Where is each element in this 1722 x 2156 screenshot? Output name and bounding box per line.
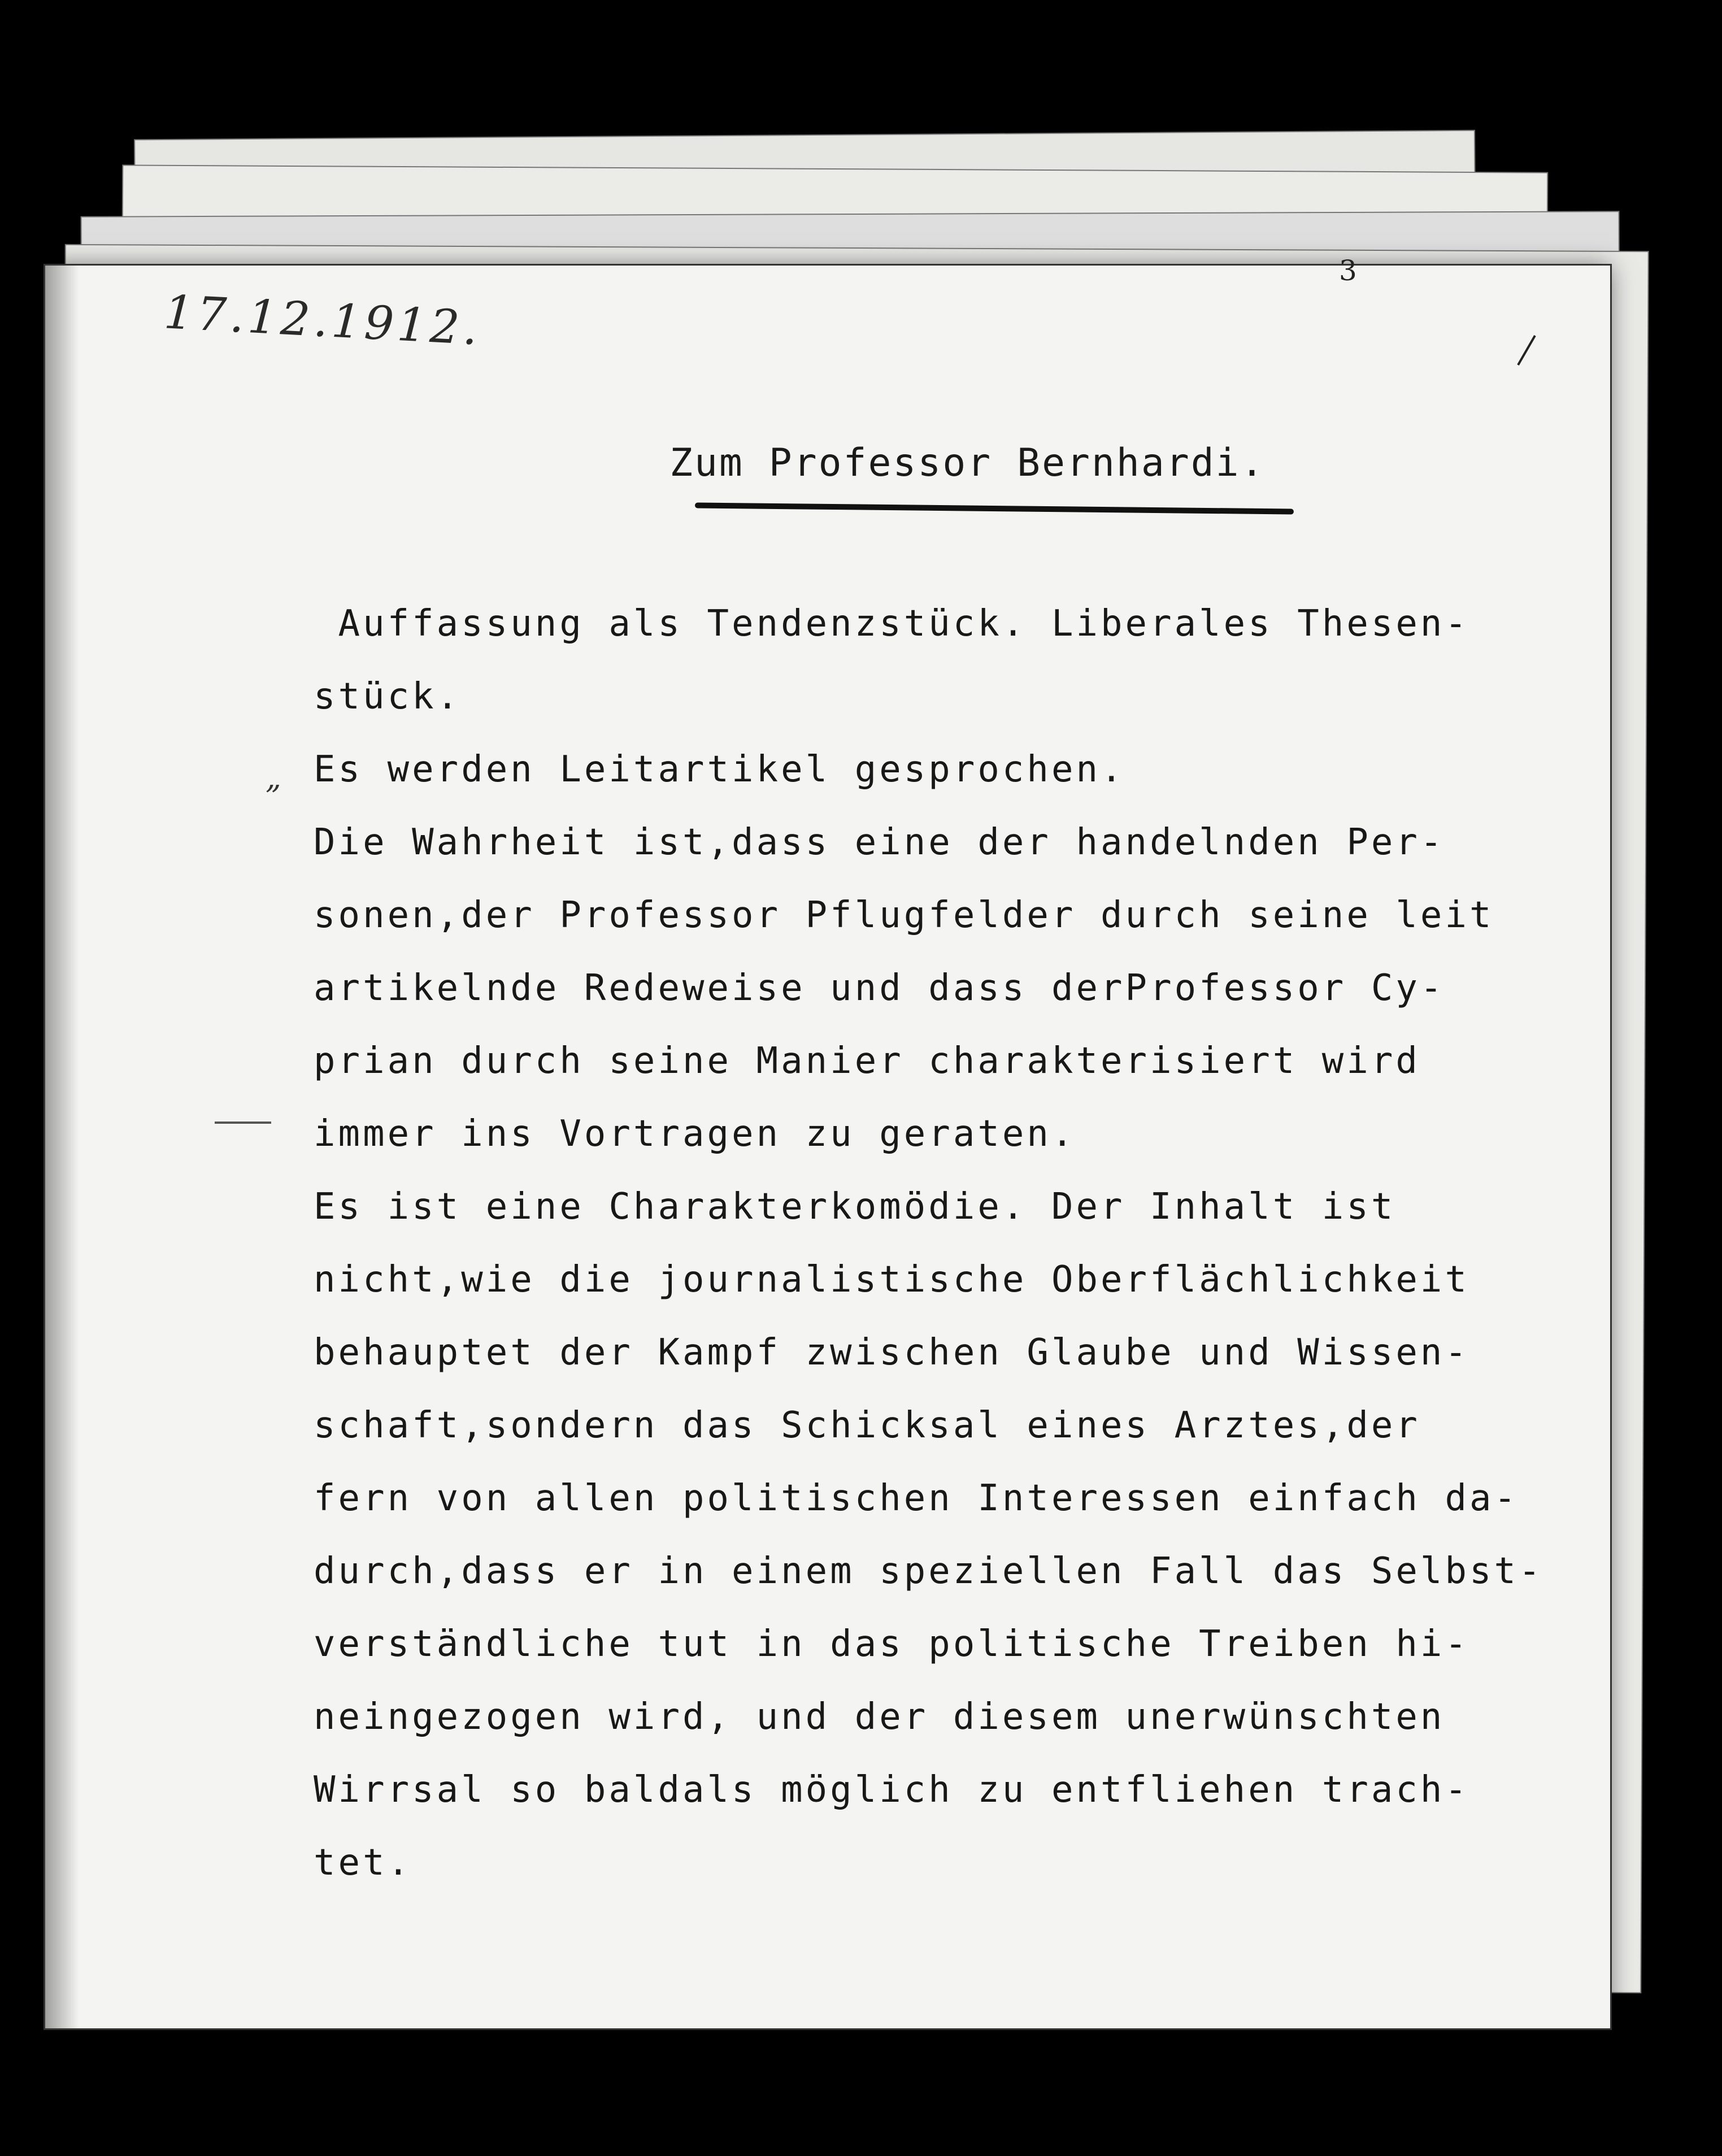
handwritten-date: 17.12.1912. [162, 285, 482, 356]
typed-text-body [314, 588, 1556, 1899]
text-line: stück. [314, 676, 462, 718]
margin-dash-mark [215, 1122, 271, 1124]
text-line: fern von allen politischen Interessen einfach da- [314, 1477, 1519, 1519]
text-line: Die Wahrheit ist,dass eine der handelnden Per- [314, 821, 1445, 863]
document-title: Zum Professor Bernhardi. [669, 441, 1266, 485]
text-line: schaft,sondern das Schicksal eines Arztes,der [314, 1405, 1420, 1446]
text-line: Wirrsal so baldals möglich zu entfliehen trach- [314, 1769, 1469, 1811]
text-line: Es werden Leitartikel gesprochen. [314, 749, 1125, 790]
text-line: verständliche tut in das politische Treiben hi- [314, 1623, 1469, 1665]
text-line: Es ist eine Charakterkomödie. Der Inhalt ist [314, 1186, 1396, 1228]
text-line: Auffassung als Tendenzstück. Liberales Thesen- [314, 603, 1469, 645]
page-edge-shadow [45, 266, 79, 2028]
text-line: prian durch seine Manier charakterisiert wird [314, 1040, 1420, 1082]
margin-quote-mark: „ [266, 760, 281, 796]
text-line: nicht,wie die journalistische Oberflächlichkeit [314, 1259, 1469, 1301]
text-line: tet. [314, 1842, 412, 1884]
page-number: 3 [1339, 254, 1357, 287]
text-line: behauptet der Kampf zwischen Glaube und Wissen- [314, 1332, 1469, 1373]
text-line: durch,dass er in einem speziellen Fall das Selbst- [314, 1550, 1543, 1592]
text-line: immer ins Vortragen zu geraten. [314, 1113, 1076, 1155]
text-line: neingezogen wird, und der diesem unerwünschten [314, 1696, 1445, 1738]
text-line: sonen,der Professor Pflugfelder durch seine leit [314, 894, 1494, 936]
text-line: artikelnde Redeweise und dass derProfessor Cy- [314, 967, 1445, 1009]
